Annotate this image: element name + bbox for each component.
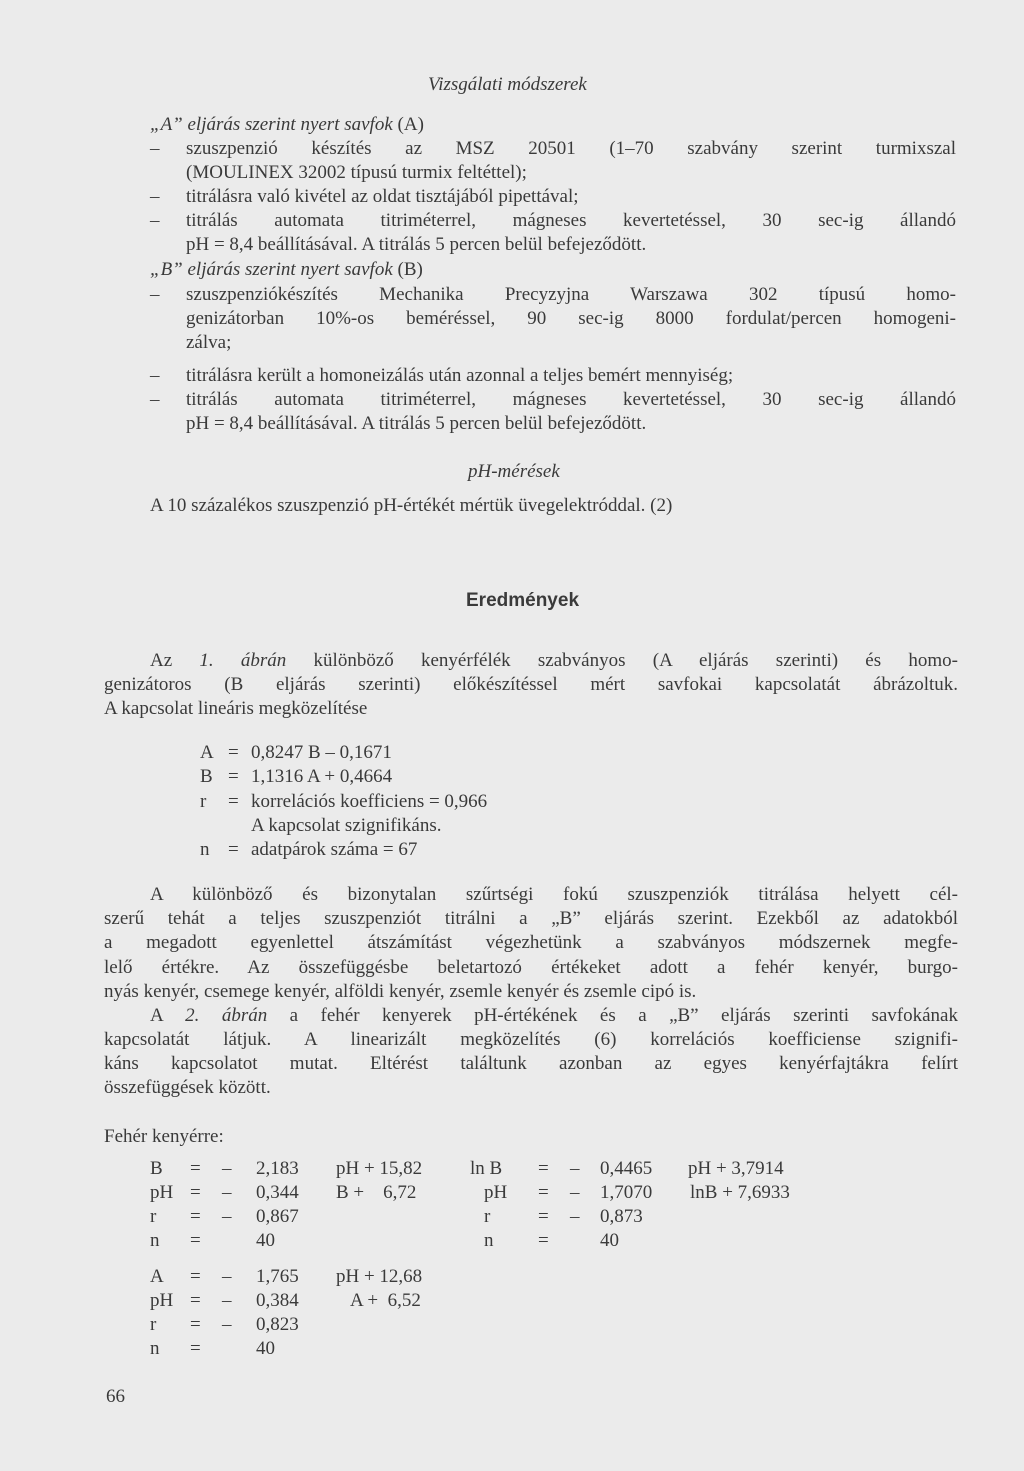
eq-lhs: n: [200, 839, 210, 860]
para-lead: A: [150, 1005, 186, 1026]
reg-rhs: A + 6,52: [350, 1290, 421, 1311]
list-item-line: titrálás automata titriméterrel, mágneses kevertetéssel, 30 sec-ig állandó: [186, 389, 956, 410]
reg-sign: –: [570, 1206, 580, 1227]
para-text: különböző kenyérfélék szabványos (A eljárás szerinti) és homo-: [286, 650, 958, 671]
method-b-title-tail: (B): [392, 259, 423, 280]
reg-lhs: r: [150, 1206, 157, 1227]
list-dash: –: [150, 186, 160, 207]
para-text: a fehér kenyerek pH-értékének és a „B” eljárás szerinti savfokának: [267, 1005, 958, 1026]
reg-lhs: r: [484, 1206, 491, 1227]
eq-lhs: r: [200, 791, 207, 812]
reg-lhs: A: [150, 1266, 164, 1287]
results-para3-line: káns kapcsolatot mutat. Eltérést találtunk azonban az egyes kenyérfajtákra felírt: [104, 1053, 958, 1074]
reg-sign: –: [570, 1158, 580, 1179]
results-para2-line: a megadott egyenlettel átszámítást végezhetünk a szabványos módszernek megfe-: [104, 932, 958, 953]
list-dash: –: [150, 389, 160, 410]
para-lead: Az: [150, 650, 200, 671]
reg-lhs: n: [484, 1230, 494, 1251]
eq-sign: =: [228, 791, 239, 812]
reg-coef: 40: [600, 1230, 619, 1251]
eq-rhs: A kapcsolat szignifikáns.: [251, 815, 442, 836]
results-para1-line: genizátoros (B eljárás szerinti) előkészítéssel mért savfokai kapcsolatát ábrázoltuk.: [104, 674, 958, 695]
reg-eq: =: [190, 1158, 201, 1179]
reg-lhs: n: [150, 1230, 160, 1251]
reg-coef: 40: [256, 1338, 275, 1359]
ph-section-text: A 10 százalékos szuszpenzió pH-értékét mértük üvegelektróddal. (2): [150, 495, 673, 516]
results-para2-line: lelő értékre. Az összefüggésbe beletartozó értékeket adott a fehér kenyér, burgo-: [104, 957, 958, 978]
reg-sign: –: [222, 1314, 232, 1335]
method-a-title-italic: „A” eljárás szerint nyert savfok: [150, 114, 393, 135]
list-item-line: pH = 8,4 beállításával. A titrálás 5 percen belül befejeződött.: [186, 413, 647, 434]
eq-rhs: 0,8247 B – 0,1671: [251, 742, 392, 763]
reg-lhs: ln B: [470, 1158, 503, 1179]
reg-eq: =: [190, 1206, 201, 1227]
list-dash: –: [150, 210, 160, 231]
method-a-title: [150, 114, 424, 136]
reg-sign: –: [222, 1266, 232, 1287]
reg-sign: –: [222, 1206, 232, 1227]
reg-eq: =: [190, 1230, 201, 1251]
eq-lhs: A: [200, 742, 214, 763]
reg-eq: =: [538, 1158, 549, 1179]
eq-lhs: B: [200, 766, 213, 787]
results-para1-line: [150, 650, 958, 672]
results-heading: Eredmények: [466, 590, 580, 611]
method-a-title-tail: (A): [392, 114, 424, 135]
results-para3-line: összefüggések között.: [104, 1077, 271, 1098]
reg-eq: =: [538, 1182, 549, 1203]
reg-lhs: pH: [484, 1182, 508, 1203]
results-para1-line: A kapcsolat lineáris megközelítése: [104, 698, 368, 719]
list-item-line: (MOULINEX 32002 típusú turmix feltéttel);: [186, 162, 527, 183]
reg-coef: 1,7070: [600, 1182, 653, 1203]
ph-section-title: pH-mérések: [468, 461, 560, 482]
reg-eq: =: [190, 1314, 201, 1335]
results-para3-line: [150, 1005, 958, 1027]
reg-coef: 0,384: [256, 1290, 299, 1311]
reg-coef: 0,344: [256, 1182, 299, 1203]
list-dash: –: [150, 284, 160, 305]
reg-sign: –: [222, 1290, 232, 1311]
reg-sign: –: [222, 1182, 232, 1203]
list-dash: –: [150, 365, 160, 386]
reg-eq: =: [538, 1206, 549, 1227]
figure-ref: 1. ábrán: [199, 650, 287, 671]
list-dash: –: [150, 138, 160, 159]
reg-sign: –: [570, 1182, 580, 1203]
results-para3-line: kapcsolatát látjuk. A linearizált megközelítés (6) korrelációs koefficiense szignifi-: [104, 1029, 958, 1050]
list-item-line: titrálásra való kivétel az oldat tisztájából pipettával;: [186, 186, 579, 207]
reg-coef: 0,4465: [600, 1158, 653, 1179]
results-para2-line: nyás kenyér, csemege kenyér, alföldi kenyér, zsemle kenyér és zsemle cipó is.: [104, 981, 697, 1002]
list-item-line: szuszpenziókészítés Mechanika Precyzyjna Warszawa 302 típusú homo-: [186, 284, 956, 305]
list-item-line: zálva;: [186, 332, 232, 353]
list-item-line: genizátorban 10%-os beméréssel, 90 sec-ig 8000 fordulat/percen homogeni-: [186, 308, 956, 329]
reg-coef: 1,765: [256, 1266, 299, 1287]
reg-eq: =: [190, 1182, 201, 1203]
list-item-line: titrálás automata titriméterrel, mágneses kevertetéssel, 30 sec-ig állandó: [186, 210, 956, 231]
eq-sign: =: [228, 839, 239, 860]
figure-ref: 2. ábrán: [185, 1005, 268, 1026]
reg-lhs: pH: [150, 1290, 174, 1311]
reg-rhs: lnB + 7,6933: [690, 1182, 790, 1203]
reg-lhs: r: [150, 1314, 157, 1335]
reg-rhs: pH + 12,68: [336, 1266, 423, 1287]
running-header: Vizsgálati módszerek: [428, 74, 587, 95]
results-para2-line: szerű tehát a teljes szuszpenziót titrálni a „B” eljárás szerint. Ezekből az adatokból: [104, 908, 958, 929]
reg-lhs: B: [150, 1158, 163, 1179]
reg-coef: 0,867: [256, 1206, 299, 1227]
reg-coef: 40: [256, 1230, 275, 1251]
page-number: 66: [106, 1386, 125, 1407]
reg-coef: 2,183: [256, 1158, 299, 1179]
reg-sign: –: [222, 1158, 232, 1179]
white-bread-label: Fehér kenyérre:: [104, 1126, 224, 1147]
method-b-title-italic: „B” eljárás szerint nyert savfok: [150, 259, 393, 280]
reg-lhs: pH: [150, 1182, 174, 1203]
list-item-line: szuszpenzió készítés az MSZ 20501 (1–70 szabvány szerint turmixszal: [186, 138, 956, 159]
eq-rhs: adatpárok száma = 67: [251, 839, 418, 860]
reg-rhs: B + 6,72: [336, 1182, 417, 1203]
reg-eq: =: [190, 1338, 201, 1359]
eq-rhs: 1,1316 A + 0,4664: [251, 766, 393, 787]
list-item-line: pH = 8,4 beállításával. A titrálás 5 percen belül befejeződött.: [186, 234, 647, 255]
reg-rhs: pH + 3,7914: [688, 1158, 784, 1179]
eq-sign: =: [228, 742, 239, 763]
eq-sign: =: [228, 766, 239, 787]
eq-rhs: korrelációs koefficiens = 0,966: [251, 791, 488, 812]
reg-rhs: pH + 15,82: [336, 1158, 423, 1179]
list-item-line: titrálásra került a homoneizálás után azonnal a teljes bemért mennyiség;: [186, 365, 734, 386]
reg-lhs: n: [150, 1338, 160, 1359]
reg-eq: =: [538, 1230, 549, 1251]
reg-coef: 0,873: [600, 1206, 643, 1227]
reg-eq: =: [190, 1266, 201, 1287]
results-para2-line: A különböző és bizonytalan szűrtségi fokú szuszpenziók titrálása helyett cél-: [150, 884, 958, 905]
method-b-title: [150, 259, 423, 281]
reg-coef: 0,823: [256, 1314, 299, 1335]
reg-eq: =: [190, 1290, 201, 1311]
